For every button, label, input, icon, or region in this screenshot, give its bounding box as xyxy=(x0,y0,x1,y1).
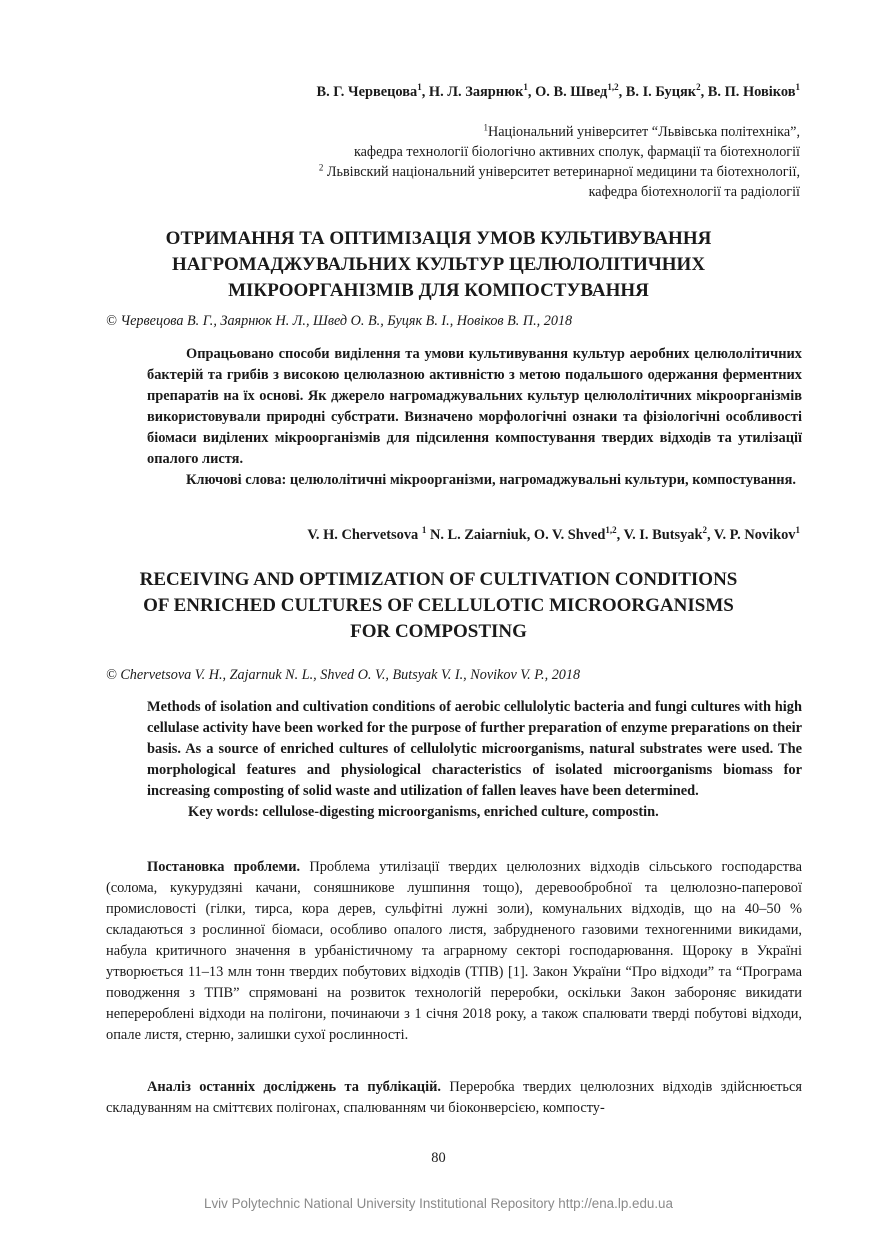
keywords-en: Key words: cellulose-digesting microorganisms, enriched culture, compostin. xyxy=(188,804,659,820)
author-affil-sup: 2 xyxy=(702,525,707,536)
section-problem-statement xyxy=(106,857,802,1046)
abstract-ua xyxy=(147,344,802,491)
author-name: Н. Л. Заярнюк xyxy=(428,84,524,100)
abstract-text: Methods of isolation and cultivation conditions of aerobic cellulolytic bacteria and fungi cultures with high cellulase activity have been worked for the purpose of further preparation of enzyme preparations on their basis. As a source of enriched cultures of cellulolytic microorganisms, natural substrates were used. The morphological features and physiological characteristics of isolated microorganisms biomass for increasing composting of solid waste and utilization of fallen leaves have been determined. xyxy=(147,699,802,799)
author-name: V. I. Butsyak xyxy=(623,527,703,543)
author-affil-sup: 1 xyxy=(417,82,422,93)
author-affil-sup: 1 xyxy=(421,525,427,536)
copyright-ua: © Червецова В. Г., Заярнюк Н. Л., Швед О. В., Буцяк В. І., Новіков В. П., 2018 xyxy=(106,313,573,329)
author-affil-sup: 1 xyxy=(523,82,528,93)
authors-ua: В. Г. Червецова$^1$, Н. Л. Заярнюк$^1$, О. В. Швед$^{1,2}$, В. І. Буцяк$^2$, В. П. Новіков$^1$ xyxy=(316,82,800,100)
paragraph-text: Проблема утилізації твердих целюлозних відходів сільського господарства (солома, кукурудзяні качани, соняшникове лушпиння тощо), деревообробної та целюлозно-паперової промисловості (гілки, тирса, кора дерев, сульфітні лужні золи), комунальних відходів, що на 40–50 % складаються з рослинної біомаси, особливо опалого листя, забрудненого газовими техногенними викидами, набула критичного значення в урбаністичному та аграрному секторі господарювання. Щороку в Україні утворюється 11–13 млн тонн твердих побутових відходів (ТПВ) [1]. Закон України “Про відходи” та “Програма поводження з ТПВ” спрямовані на розвиток технологій переробки, оскільки Закон забороняє викидати неперероблені відходи на полігони, починаючи з 1 січня 2018 року, а також спалювати тверді побутові відходи, опале листя, стерню, залишки сухої рослинності. xyxy=(106,859,802,1043)
affiliations xyxy=(319,122,800,202)
paragraph-text: Переробка твердих целюлозних відходів здійснюється складуванням на сміттєвих полігонах, спалюванням чи біоконверсією, компосту- xyxy=(106,1079,802,1116)
title-line: МІКРООРГАНІЗМІВ ДЛЯ КОМПОСТУВАННЯ xyxy=(228,280,649,301)
authors-en: V. H. Chervetsova $^1$ N. L. Zaiarniuk, O. V. Shved$^{1,2}$, V. I. Butsyak$^2$, V. P. Novikov$^1$ xyxy=(307,525,800,543)
page-number: 80 xyxy=(431,1150,446,1166)
author-affil-sup: 1,2 xyxy=(607,82,619,93)
author-name: О. В. Швед xyxy=(535,84,608,100)
section-heading: Аналіз останніх досліджень та публікацій. xyxy=(147,1079,441,1095)
title-ua xyxy=(60,226,817,304)
section-literature-review xyxy=(106,1077,802,1119)
section-heading: Постановка проблеми. xyxy=(147,859,301,875)
author-affil-sup: 1 xyxy=(795,525,800,536)
author-name: V. H. Chervetsova xyxy=(307,527,419,543)
author-name: В. П. Новіков xyxy=(707,84,796,100)
title-line: ОТРИМАННЯ ТА ОПТИМІЗАЦІЯ УМОВ КУЛЬТИВУВАННЯ xyxy=(165,228,712,249)
author-name: N. L. Zaiarniuk, O. V. Shved xyxy=(429,527,606,543)
keywords-ua: Ключові слова: целюлолітичні мікроорганізми, нагромаджувальні культури, компостування. xyxy=(186,472,796,488)
title-line: RECEIVING AND OPTIMIZATION OF CULTIVATION CONDITIONS xyxy=(139,569,738,590)
author-affil-sup: 2 xyxy=(696,82,701,93)
affiliation-line xyxy=(319,162,800,182)
paragraph xyxy=(106,857,802,1046)
affil-sup: 2 xyxy=(318,162,324,173)
affil-sup: 1 xyxy=(483,122,488,133)
title-line: FOR COMPOSTING xyxy=(350,621,527,642)
title-line: НАГРОМАДЖУВАЛЬНИХ КУЛЬТУР ЦЕЛЮЛОЛІТИЧНИХ xyxy=(171,254,706,275)
affiliation-text: Львівский національний університет ветеринарної медицини та біотехнології, xyxy=(326,164,800,180)
author-name: V. P. Novikov xyxy=(713,527,796,543)
author-name: В. Г. Червецова xyxy=(316,84,418,100)
abstract-text: Опрацьовано способи виділення та умови культивування культур аеробних целюлолітичних бактерій та грибів з високою целюлазною активністю з метою подальшого одержання ферментних препаратів на їх основі. Як джерело нагромаджувальних культур целюлолітичних мікроорганізмів використовували природні субстрати. Визначено морфологічні ознаки та фізіологічні особливості біомаси виділених мікроорганізмів для підсилення компостування твердих відходів та утилізації опалого листя. xyxy=(147,346,802,467)
abstract-en xyxy=(147,697,802,823)
copyright-en: © Chervetsova V. H., Zajarnuk N. L., Shved O. V., Butsyak V. I., Novikov V. P., 2018 xyxy=(106,667,581,683)
title-en xyxy=(60,567,817,645)
author-affil-sup: 1,2 xyxy=(605,525,617,536)
paragraph xyxy=(106,1077,802,1119)
repository-footer: Lviv Polytechnic National University Institutional Repository http://ena.lp.edu.ua xyxy=(204,1196,673,1211)
affiliation-line xyxy=(319,122,800,142)
author-name: В. І. Буцяк xyxy=(625,84,697,100)
affiliation-line: кафедра біотехнології та радіології xyxy=(588,184,800,200)
affiliation-line: кафедра технології біологічно активних сполук, фармації та біотехнології xyxy=(353,144,800,160)
author-affil-sup: 1 xyxy=(795,82,800,93)
affiliation-text: Національний університет “Львівська політехніка”, xyxy=(487,124,800,140)
title-line: OF ENRICHED CULTURES OF CELLULOTIC MICROORGANISMS xyxy=(143,595,734,616)
